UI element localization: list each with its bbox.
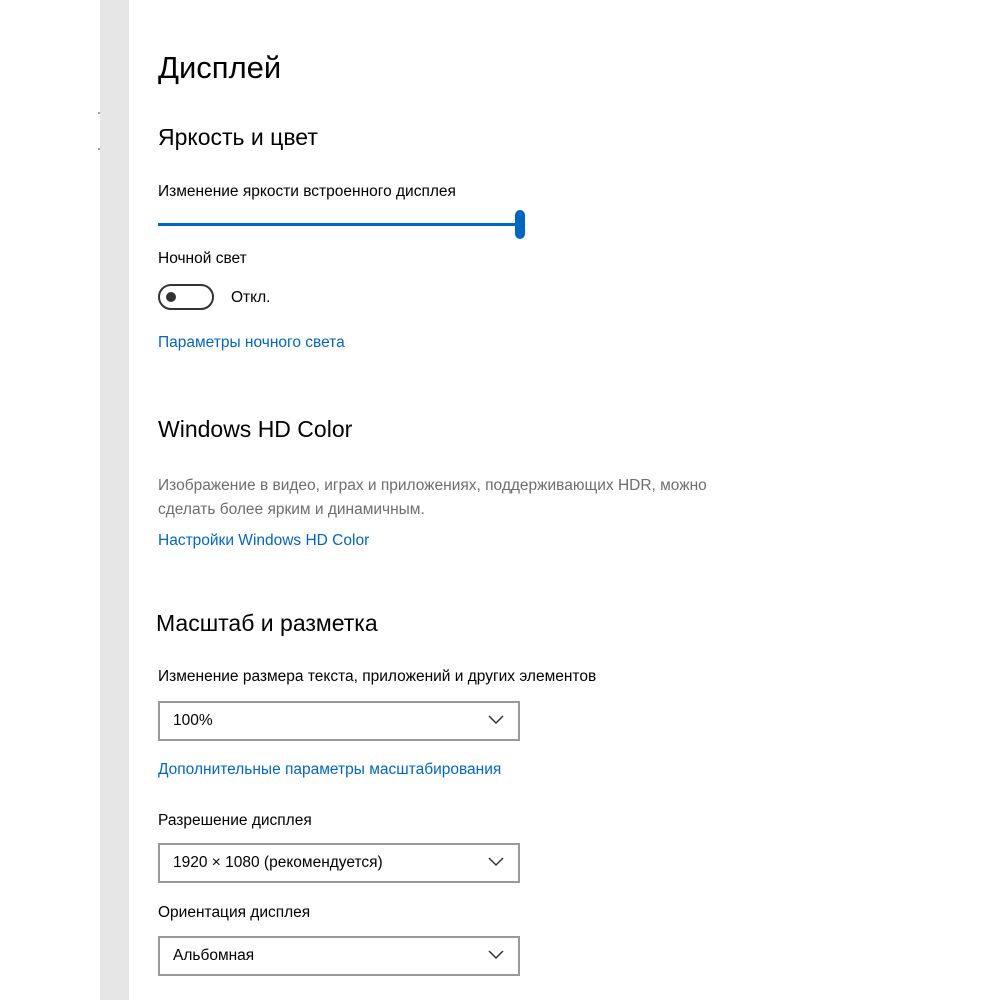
night-light-toggle[interactable] <box>158 284 214 310</box>
orientation-label: Ориентация дисплея <box>158 904 311 921</box>
night-light-state: Откл. <box>231 289 271 306</box>
scale-layout-heading: Масштаб и разметка <box>156 610 378 636</box>
brightness-label: Изменение яркости встроенного дисплея <box>158 183 456 200</box>
hd-color-heading: Windows HD Color <box>158 416 353 442</box>
chevron-down-icon <box>488 855 504 867</box>
chevron-down-icon <box>488 948 504 960</box>
display-settings-content <box>129 0 1000 1000</box>
advanced-scaling-link[interactable]: Дополнительные параметры масштабирования <box>158 761 502 778</box>
night-light-settings-link[interactable]: Параметры ночного света <box>158 334 345 351</box>
scale-value: 100% <box>173 712 213 729</box>
page-title: Дисплей <box>158 50 282 85</box>
orientation-value: Альбомная <box>173 947 255 964</box>
night-light-label: Ночной свет <box>158 250 247 267</box>
resolution-label: Разрешение дисплея <box>158 812 312 829</box>
brightness-color-heading: Яркость и цвет <box>158 124 318 150</box>
slider-thumb[interactable] <box>515 210 525 239</box>
slider-track <box>158 223 520 226</box>
orientation-dropdown[interactable] <box>158 936 520 976</box>
toggle-knob <box>166 292 176 302</box>
scale-dropdown[interactable] <box>158 701 520 741</box>
navigation-pane <box>0 0 100 1000</box>
resolution-value: 1920 × 1080 (рекомендуется) <box>173 854 383 871</box>
chevron-down-icon <box>488 713 504 725</box>
scale-label: Изменение размера текста, приложений и других элементов <box>158 668 597 685</box>
hd-color-description: Изображение в видео, играх и приложениях, поддерживающих HDR, можно сделать более ярким и динамичным. <box>158 477 707 518</box>
pane-divider <box>100 0 129 1000</box>
resolution-dropdown[interactable] <box>158 843 520 883</box>
hd-color-settings-link[interactable]: Настройки Windows HD Color <box>158 532 370 549</box>
brightness-slider[interactable] <box>158 210 525 240</box>
